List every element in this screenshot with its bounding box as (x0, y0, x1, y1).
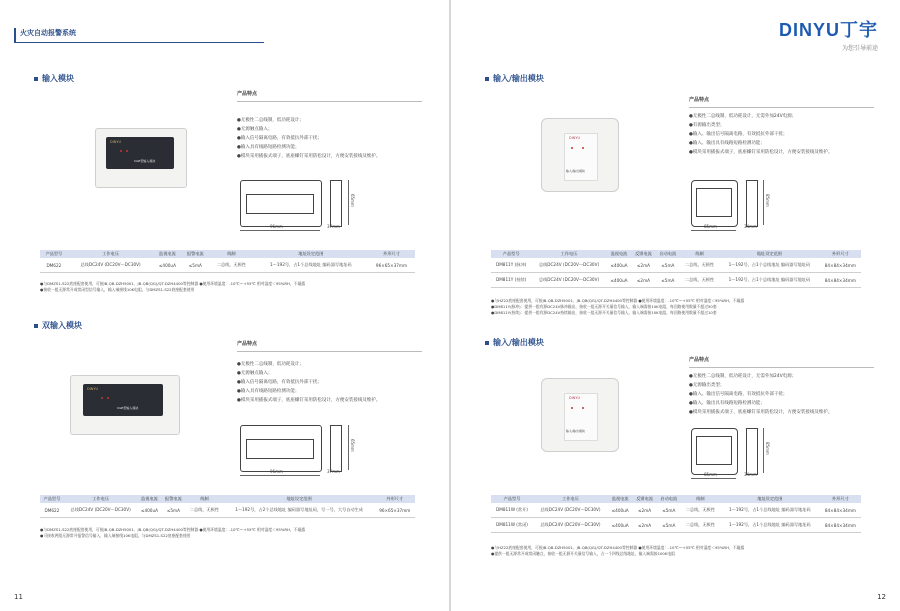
section-title: 输入/输出模块 (485, 73, 544, 84)
dim-width: 96mm (270, 224, 283, 229)
spec-table (40, 495, 415, 518)
col-header: 监视电流 (607, 250, 632, 258)
product-label: CGE型输入模块 (134, 159, 156, 163)
dim-height: 85mm (765, 442, 770, 455)
col-header: 产品型号 (491, 250, 531, 258)
product-image-io-module: DINYU 输入/输出模块 (541, 378, 619, 452)
col-header: 线制 (681, 495, 720, 503)
feature-item: ●输入、输出信号隔离电路，有效抵抗外部干扰； (689, 132, 788, 137)
col-header: 地址设定范围 (720, 495, 820, 503)
dim-depth: 34mm (744, 224, 757, 229)
col-header: 工作电压 (533, 495, 608, 503)
spec-table (40, 250, 415, 273)
col-header: 监视电流 (137, 495, 161, 503)
dim-width: 96mm (270, 469, 283, 474)
features-block (689, 356, 889, 417)
col-header: 地址设定范围 (224, 495, 375, 503)
col-header: 报警电流 (181, 250, 209, 258)
spec-table (491, 250, 861, 288)
features-block (237, 340, 437, 405)
notes-block (40, 527, 420, 539)
status-led-icon (126, 150, 128, 152)
feature-item: ●模块采用插拔式端子，底座螺钉采用防松设计，方便安装接线及维护。 (237, 154, 381, 159)
table-row: DM622 总线DC24V (DC20V～DC30V) ≤400uA ≤5mA 二总线，无极性 1～192号，占1个总线地址 编码器写地址码 96×65×37mm (40, 258, 415, 273)
feature-item: ●输入、输出信号隔离电路，有效抵抗外部干扰； (689, 392, 788, 397)
dim-depth: 37mm (327, 469, 340, 474)
feature-item: ●输入具有线路短路检测功能； (237, 389, 300, 394)
col-header: 反馈电流 (632, 495, 656, 503)
table-row: DM811Y (持续) 总线DC24V (DC20V～DC30V) ≤400uA ≤2mA ≤5mA 二总线，无极性 1～192号，占1个总线地址 编码器写地址码 84×84×34mm (491, 273, 861, 288)
notes-block (40, 281, 420, 293)
dim-width: 85mm (704, 472, 717, 477)
table-row: DM622 总线DC24V (DC20V～DC30V) ≤400uA ≤5mA 二总线，无极性 1～192号，占2个总线地址 编码器写地址码，写一号，大号自动生成 96×65×37mm (40, 503, 415, 518)
notes-block (491, 545, 871, 557)
col-header: 线制 (680, 250, 719, 258)
features-block (237, 90, 437, 161)
feature-item: ●无极性二总线制，低功耗设计，无需外加24V电源； (689, 374, 797, 379)
col-header: 线制 (209, 250, 253, 258)
product-label: CGE型输入模块 (117, 406, 139, 410)
section-title: 输入/输出模块 (485, 337, 544, 348)
col-header: 地址设定范围 (719, 250, 820, 258)
product-label: 输入/输出模块 (566, 429, 586, 433)
feature-item: ●无极性二总线制，低功耗设计，无需外加24V电源； (689, 114, 797, 119)
col-header: 反馈电流 (631, 250, 655, 258)
section-marker-icon (34, 77, 38, 81)
status-led-icon (571, 147, 573, 149)
col-header: 工作电压 (64, 495, 138, 503)
product-label: 输入/输出模块 (566, 169, 586, 173)
features-title: 产品特点 (237, 341, 258, 347)
status-led-icon (571, 407, 573, 409)
note-item: ●与DMZS1-S22底座配套使用，可接JB-QB-DZH5001、JB-QB(QG)/QT-DZH4400等控制器 ●使用环境温度：-10℃～+55℃ 相对湿度＜95%RH，不凝露 (40, 281, 306, 286)
section-title: 双输入模块 (34, 320, 82, 331)
col-header: 外形尺寸 (375, 495, 415, 503)
product-image-input-module: DINYU CGE型输入模块 (95, 128, 187, 188)
brand-logo (779, 16, 878, 52)
page-number: 12 (877, 593, 886, 601)
status-led-icon (101, 397, 103, 399)
product-image-dual-input-module: DINYU CGE型输入模块 (70, 375, 180, 435)
feature-item: ●无极性二总线制，低功耗设计； (237, 362, 304, 367)
feature-item: ●无源输出类型； (689, 383, 725, 388)
features-rule (237, 351, 422, 352)
col-header: 产品型号 (40, 250, 68, 258)
features-rule (689, 107, 874, 108)
dim-width: 85mm (704, 224, 717, 229)
right-page (451, 0, 900, 611)
col-header: 监视电流 (608, 495, 633, 503)
brand-tagline: 为您引导前途 (841, 45, 878, 52)
dimension-drawing (240, 425, 370, 481)
feature-item: ●输入信号隔离电路，有效抵抗外部干扰； (237, 380, 322, 385)
feature-item: ●无源触点输入； (237, 127, 273, 132)
note-item: ●与HZ22底座配套使用，可接JB-QB-DZH5001、JB-QB(QG)/QT-DZH4400等控制器 ●使用环境温度：-10℃～+55℃ 相对湿度＜95%RH，不凝露 (491, 545, 745, 550)
features-rule (237, 101, 422, 102)
note-item: ●可接收两组无源常开报警信号输入，输入端接线10K电阻，与DMZS1-S22底座配套使用 (40, 533, 191, 538)
dimension-drawing (691, 180, 811, 236)
feature-item: ●有源输出类型； (689, 123, 725, 128)
feature-item: ●输入、输出具有线路短路检测功能； (689, 141, 765, 146)
features-block (689, 96, 889, 157)
table-row: DM811W (常开) 总线DC24V (DC20V～DC30V) ≤400uA ≤2mA ≤5mA 二总线，无极性 1～192号，占1个总线地址 编码器写地址码 84×84×34mm (491, 503, 861, 518)
col-header: 线制 (185, 495, 223, 503)
col-header: 启动电流 (657, 495, 681, 503)
feature-item: ●模块采用插拔式端子，底座螺钉采用防松设计，方便安装接线及维护。 (689, 410, 833, 415)
note-item: ●与HZ22底座配套使用，可接JB-QB-DZH5001、JB-QB(QG)/QT-DZH4400等控制器 ●使用环境温度：-10℃～+55℃ 相对湿度＜95%RH，不凝露 (491, 298, 745, 303)
dim-depth: 37mm (327, 224, 340, 229)
col-header: 产品型号 (40, 495, 64, 503)
left-page (0, 0, 449, 611)
feature-item: ●输入具有线路短路检测功能； (237, 145, 300, 150)
status-led-icon (582, 147, 584, 149)
section-marker-icon (485, 77, 489, 81)
header-accent (14, 28, 16, 42)
col-header: 监视电流 (153, 250, 181, 258)
product-image-io-module: DINYU 输入/输出模块 (541, 118, 619, 192)
col-header: 启动电流 (656, 250, 680, 258)
brand-name: DINYU丁宇 (778, 20, 878, 40)
feature-item: ●无源触点输入； (237, 371, 273, 376)
feature-item: ●无极性二总线制，低功耗设计； (237, 118, 304, 123)
dim-height: 65mm (350, 439, 355, 452)
notes-block (491, 298, 871, 316)
features-rule (689, 367, 874, 368)
section-title: 输入模块 (34, 73, 74, 84)
note-item: ●提供一组无源常开或常闭触点，接收一组无源开关量信号输入，占一个四线总线地址，输入端需接100K电阻 (491, 551, 675, 556)
dim-height: 85mm (765, 194, 770, 207)
series-header (14, 28, 274, 43)
status-led-icon (107, 397, 109, 399)
table-row: DM811W (常闭) 总线DC24V (DC20V～DC30V) ≤400uA ≤2mA ≤5mA 二总线，无极性 1～192号，占1个总线地址 编码器写地址码 84×84×34mm (491, 518, 861, 533)
spec-table (491, 495, 861, 533)
section-marker-icon (485, 341, 489, 345)
table-row: DM811Y (脉冲) 总线DC24V (DC20V～DC30V) ≤400uA ≤2mA ≤5mA 二总线，无极性 1～192号，占1个总线地址 编码器写地址码 84×84×34mm (491, 258, 861, 273)
feature-item: ●输入、输出具有线路短路检测功能； (689, 401, 765, 406)
features-title: 产品特点 (689, 357, 710, 363)
col-header: 外形尺寸 (820, 250, 861, 258)
features-title: 产品特点 (689, 97, 710, 103)
features-title: 产品特点 (237, 91, 258, 97)
feature-item: ●模块采用插拔式端子，底座螺钉采用防松设计，方便安装接线及维护。 (689, 150, 833, 155)
col-header: 地址设定范围 (254, 250, 368, 258)
col-header: 工作电压 (531, 250, 606, 258)
dim-depth: 34mm (744, 472, 757, 477)
dimension-drawing (691, 428, 811, 484)
note-item: ●与DMZS1-S22底座配套使用，可接JB-QB-DZH5001、JB-QB(QG)/QT-DZH4400等控制器 ●使用环境温度：-10℃～+55℃ 相对湿度＜95%RH，不凝露 (40, 527, 306, 532)
feature-item: ●输入信号隔离电路，有效抵抗外部干扰； (237, 136, 322, 141)
status-led-icon (120, 150, 122, 152)
note-item: ●DM811Y(持续)：提供一组有源DC24V持续输出，接收一组无源开关量信号输入，输入端需接10K电阻，每回路使用数量不超过10套 (491, 310, 717, 315)
feature-item: ●模块采用插拔式端子，底座螺钉采用防松设计，方便安装接线及维护。 (237, 398, 381, 403)
col-header: 产品型号 (491, 495, 533, 503)
page-number: 11 (14, 593, 23, 601)
header-rule (14, 42, 264, 43)
dimension-drawing (240, 180, 370, 236)
col-header: 外形尺寸 (820, 495, 861, 503)
note-item: ●DM811Y(脉冲)：提供一组有源DC24V脉冲输出，接收一组无源开关量信号输入，输入端需接10K电阻，每回路使用数量不超过50套 (491, 304, 717, 309)
col-header: 外形尺寸 (368, 250, 415, 258)
section-marker-icon (34, 324, 38, 328)
dim-height: 65mm (350, 194, 355, 207)
note-item: ●接收一组无源常开或常闭型信号输入，输入端接线10K电阻，与DMZS1-S22底座配套使用 (40, 287, 195, 292)
col-header: 报警电流 (162, 495, 186, 503)
status-led-icon (582, 407, 584, 409)
series-title: 火灾自动报警系统 (20, 29, 76, 37)
col-header: 工作电压 (68, 250, 154, 258)
